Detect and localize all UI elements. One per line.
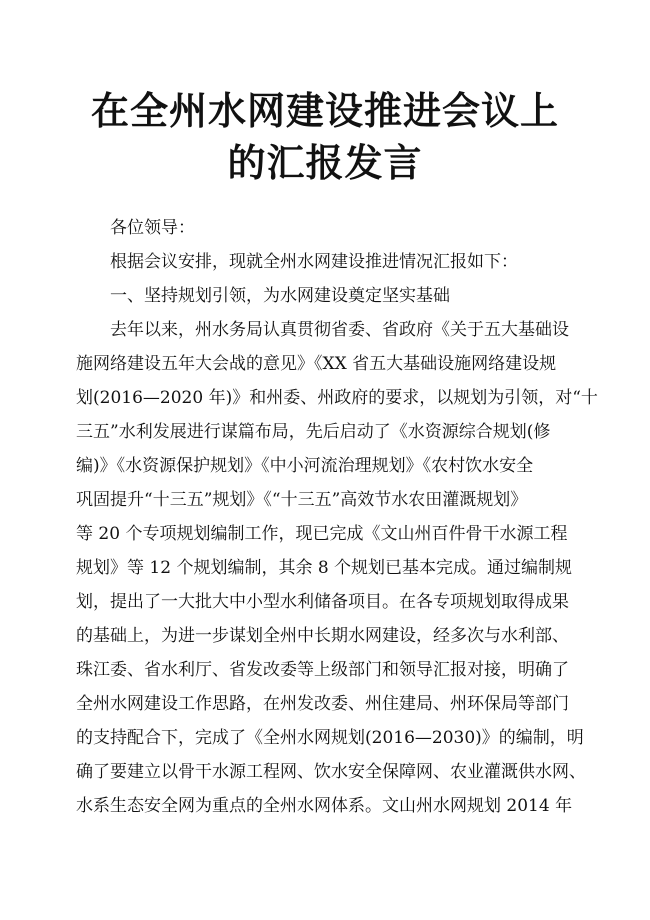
body-line: 的支持配合下，完成了《全州水网规划(2016—2030)》的编制，明: [76, 728, 584, 748]
body-line: 三五”水利发展进行谋篇布局，先后启动了《水资源综合规划(修: [76, 422, 551, 442]
body-line: 巩固提升“十三五”规划》《“十三五”高效节水农田灌溉规划》: [76, 490, 528, 510]
body-line: 划，提出了一大批大中小型水利储备项目。在各专项规划取得成果: [76, 592, 569, 612]
body-line: 去年以来，州水务局认真贯彻省委、省政府《关于五大基础设: [110, 320, 569, 340]
salutation: 各位领导：: [110, 218, 195, 238]
document-title-line-2: 的汇报发言: [227, 141, 423, 185]
body-line: 确了要建立以骨干水源工程网、饮水安全保障网、农业灌溉供水网、: [76, 762, 586, 782]
document-title-line-1: 在全州水网建设推进会议上: [90, 89, 559, 133]
body-line: 水系生态安全网为重点的全州水网体系。文山州水网规划 2014 年: [76, 796, 573, 816]
body-line: 珠江委、省水利厅、省发改委等上级部门和领导汇报对接，明确了: [76, 660, 569, 680]
body-line: 施网络建设五年大会战的意见》《XX 省五大基础设施网络建设规: [76, 354, 557, 374]
intro-paragraph: 根据会议安排，现就全州水网建设推进情况汇报如下：: [110, 252, 518, 272]
body-line: 编)》《水资源保护规划》《中小河流治理规划》《农村饮水安全: [76, 456, 534, 476]
body-line: 全州水网建设工作思路，在州发改委、州住建局、州环保局等部门: [76, 694, 569, 714]
section-heading-1: 一、坚持规划引领，为水网建设奠定坚实基础: [110, 286, 450, 306]
body-line: 等 20 个专项规划编制工作，现已完成《文山州百件骨干水源工程: [76, 524, 568, 544]
body-line: 规划》等 12 个规划编制，其余 8 个规划已基本完成。通过编制规: [76, 558, 573, 578]
body-line: 的基础上，为进一步谋划全州中长期水网建设，经多次与水利部、: [76, 626, 569, 646]
body-line: 划(2016—2020 年)》和州委、州政府的要求，以规划为引领，对“十: [76, 388, 598, 408]
